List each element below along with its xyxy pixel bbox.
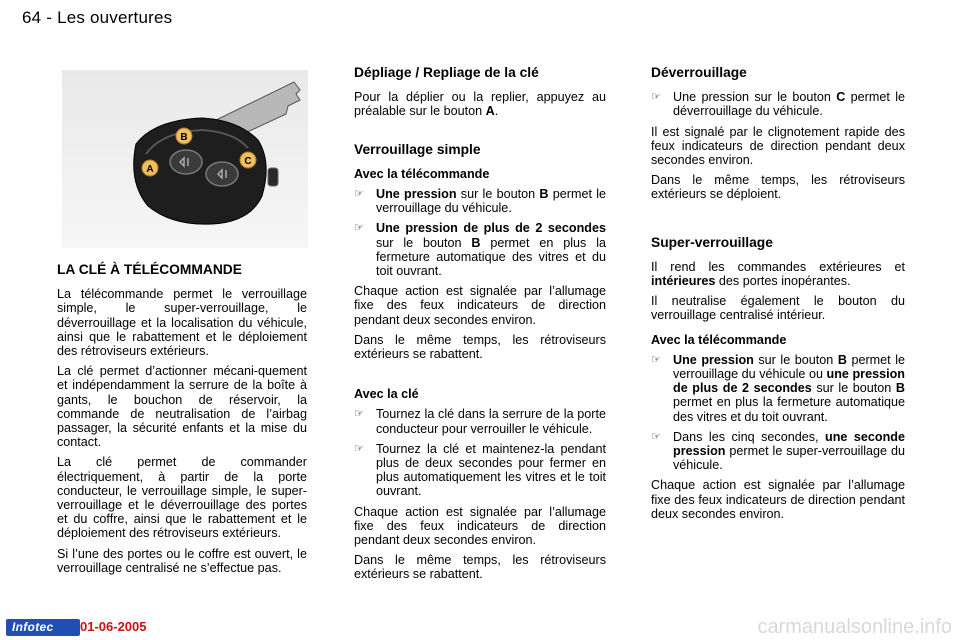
mirror-paragraph: Dans le même temps, les rétroviseurs extérieurs se déploient. xyxy=(651,173,905,202)
super-p1-bold: intérieures xyxy=(651,274,716,289)
super-locking-title: Super-verrouillage xyxy=(651,234,773,250)
left-paragraph-1: La télécommande permet le verrouillage simple, le super-verrouillage, le déverrouillage et la localisation du véhicule, ainsi que le rabattement et le déploiement des rétroviseurs extérieurs. xyxy=(57,287,307,359)
bullet-button-ref: B xyxy=(895,381,905,396)
bullet-rest: permet le verrouillage du véhicule ou xyxy=(673,352,906,382)
bullet-item xyxy=(651,90,905,118)
super-paragraph-2: Il neutralise également le bouton du verrouillage centralisé intérieur. xyxy=(651,294,905,323)
bullet-item xyxy=(354,187,606,215)
bullet-rest: permet le déverrouillage du véhicule. xyxy=(673,90,906,119)
bullet-item xyxy=(651,353,905,424)
key-fob-image xyxy=(62,70,308,248)
bullet-rest: permet le super-verrouillage du véhicule. xyxy=(673,444,905,473)
bullet-item xyxy=(354,407,606,435)
simple-locking-title: Verrouillage simple xyxy=(354,141,481,157)
print-date: 01-06-2005 xyxy=(80,619,147,634)
left-paragraph-4: Si l’une des portes ou le coffre est ouvert, le verrouillage centralisé ne s’effectue pas. xyxy=(57,546,307,575)
unfold-button-ref: A xyxy=(485,104,495,119)
bullet-text xyxy=(673,430,905,473)
mirror-paragraph: Dans le même temps, les rétroviseurs extérieurs se rabattent. xyxy=(354,553,606,582)
left-paragraph-2: La clé permet d’actionner mécani-quement et indépendamment la serrure de la boîte à gants, le bouchon de réservoir, la commande de neutralisation de l’airbag passager, la sécurité enfants et la mise du contact. xyxy=(57,364,307,450)
bullet-button-ref: B xyxy=(837,352,847,367)
bullet-item xyxy=(354,442,606,499)
unfold-text xyxy=(354,90,606,118)
bullet-bold: une pression de plus de 2 secondes xyxy=(673,367,905,396)
bullet-mid: sur le bouton xyxy=(456,187,540,202)
callout-a xyxy=(142,160,158,176)
pointing-hand-icon: ☞ xyxy=(354,187,364,201)
svg-text:B: B xyxy=(180,132,188,143)
with-remote-title: Avec la télécommande xyxy=(651,332,787,347)
unfold-text-body: Pour la déplier ou la replier, appuyez au préalable sur le bouton xyxy=(354,90,606,119)
infotec-logo-text: Infotec xyxy=(12,620,54,634)
bullet-pre: Une pression sur le bouton xyxy=(673,90,837,105)
bullet-rest: permet en plus la fermeture automatique des vitres et du toit ouvrant. xyxy=(376,235,606,279)
bullet-button-ref: C xyxy=(836,90,846,105)
header-dash: - xyxy=(46,8,53,27)
bullet-pre: Dans les cinq secondes, xyxy=(673,429,826,444)
bullet-rest: permet le verrouillage du véhicule. xyxy=(376,187,607,216)
left-paragraph-3: La clé permet de commander électriquement, à partir de la porte conducteur, le verrouillage simple, le super-verrouillage et le déverrouillage des portes et du coffre, ainsi que le rabattement et le déploiement des rétroviseurs extérieurs. xyxy=(57,455,307,541)
bullet-text: Tournez la clé et maintenez-la pendant plus de deux secondes pour fermer en plus automatiquement les vitres et le toit ouvrant. xyxy=(376,441,606,499)
bullet-item xyxy=(354,221,606,278)
bullet-text: Tournez la clé dans la serrure de la porte conducteur pour verrouiller le véhicule. xyxy=(376,407,606,436)
pointing-hand-icon: ☞ xyxy=(651,90,661,104)
with-key-title: Avec la clé xyxy=(354,387,419,402)
svg-text:A: A xyxy=(146,164,154,175)
watermark: carmanualsonline.info xyxy=(757,616,952,638)
svg-text:C: C xyxy=(244,156,252,167)
bullet-mid: sur le bouton xyxy=(753,352,838,367)
bullet-bold: Une pression xyxy=(376,187,457,202)
right-column xyxy=(651,66,905,527)
super-paragraph-1 xyxy=(651,260,905,288)
mirror-paragraph: Dans le même temps, les rétroviseurs extérieurs se rabattent. xyxy=(354,332,606,362)
pointing-hand-icon: ☞ xyxy=(354,221,364,235)
unfold-text-end: . xyxy=(494,104,499,119)
bullet-text xyxy=(376,187,606,215)
pointing-hand-icon: ☞ xyxy=(354,407,364,421)
callout-b xyxy=(176,128,192,144)
bullet-button-ref: B xyxy=(539,187,549,202)
section-title: Les ouvertures xyxy=(57,8,173,27)
infotec-logo xyxy=(6,619,80,636)
signal-paragraph: Il est signalé par le clignotement rapide des feux indicateurs de direction pendant deux secondes environ. xyxy=(651,124,905,168)
pointing-hand-icon: ☞ xyxy=(651,429,661,443)
signal-paragraph: Chaque action est signalée par l’allumage fixe des feux indicateurs de direction pendant deux secondes environ. xyxy=(354,504,606,548)
bullet-bold: Une pression de plus de 2 secondes xyxy=(376,221,606,236)
page-header xyxy=(22,8,172,28)
left-column xyxy=(57,263,307,581)
bullet-mid: sur le bouton xyxy=(811,381,896,396)
bullet-bold: Une pression xyxy=(673,352,754,367)
bullet-button-ref: B xyxy=(471,235,481,250)
bullet-item xyxy=(651,430,905,473)
super-p1-rest: des portes inopérantes. xyxy=(715,274,851,289)
bullet-text xyxy=(376,221,606,278)
bullet-bold: une seconde pression xyxy=(673,429,905,459)
middle-column xyxy=(354,66,606,588)
unlocking-title: Déverrouillage xyxy=(651,65,747,80)
signal-paragraph: Chaque action est signalée par l’allumage fixe des feux indicateurs de direction pendant deux secondes environ. xyxy=(651,478,905,521)
unfold-title: Dépliage / Repliage de la clé xyxy=(354,65,539,80)
page-number: 64 xyxy=(22,8,42,27)
pointing-hand-icon: ☞ xyxy=(354,441,364,455)
with-remote-title: Avec la télécommande xyxy=(354,166,490,181)
pointing-hand-icon: ☞ xyxy=(651,352,661,366)
signal-paragraph: Chaque action est signalée par l’allumage fixe des feux indicateurs de direction pendant deux secondes environ. xyxy=(354,284,606,327)
bullet-text xyxy=(673,90,905,118)
bullet-rest: permet en plus la fermeture automatique des vitres et du toit ouvrant. xyxy=(673,395,905,424)
bullet-mid: sur le bouton xyxy=(376,235,472,250)
super-p1-pre: Il rend les commandes extérieures et xyxy=(651,259,905,274)
bullet-text xyxy=(673,353,905,424)
callout-c xyxy=(240,152,256,168)
remote-key-title: LA CLÉ À TÉLÉCOMMANDE xyxy=(57,262,242,277)
